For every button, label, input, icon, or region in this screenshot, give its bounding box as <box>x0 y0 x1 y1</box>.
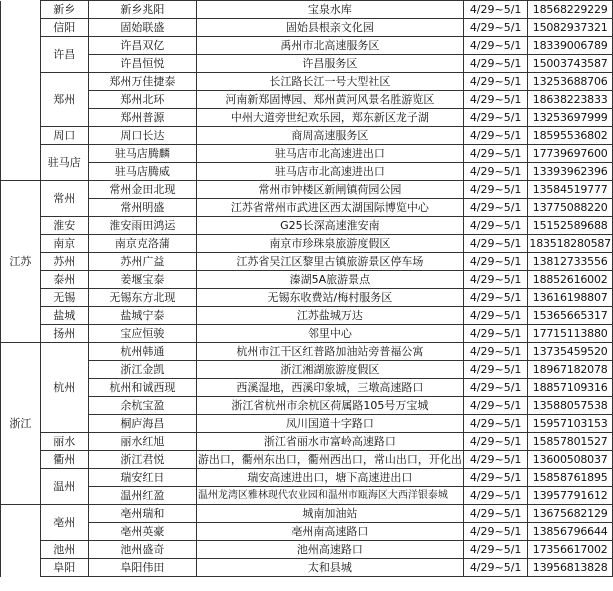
location-cell: 中州大道旁世纪欢乐园，郑东新区龙子湖 <box>196 109 463 127</box>
city-cell: 驻马店 <box>40 145 88 181</box>
table-row <box>1 415 613 433</box>
phone-cell: 13675682129 <box>528 505 613 523</box>
phone-cell: 15003743587 <box>528 55 613 73</box>
city-cell: 扬州 <box>40 325 88 343</box>
city-cell: 常州 <box>40 181 88 217</box>
location-cell: 温州龙湾区雅林现代农业园和温州市瓯海区大西洋银泰城 <box>196 487 463 505</box>
dealer-name-cell: 桐庐海昌 <box>88 415 196 433</box>
city-cell: 无锡 <box>40 289 88 307</box>
table-row <box>1 55 613 73</box>
phone-cell: 13856796644 <box>528 523 613 541</box>
dealer-name-cell: 温州红盈 <box>88 487 196 505</box>
location-cell: 邻里中心 <box>196 325 463 343</box>
phone-cell: 13812733556 <box>528 253 613 271</box>
date-cell: 4/29~5/1 <box>463 451 527 469</box>
location-cell: 长江路长江一号大型社区 <box>196 73 463 91</box>
date-cell: 4/29~5/1 <box>463 325 527 343</box>
dealer-name-cell: 许昌双亿 <box>88 37 196 55</box>
date-cell: 4/29~5/1 <box>463 19 527 37</box>
location-cell: G25长深高速淮安南 <box>196 217 463 235</box>
date-cell: 4/29~5/1 <box>463 109 527 127</box>
province-cell: 浙江 <box>1 343 41 505</box>
dealer-name-cell: 淮安雨田鸿运 <box>88 217 196 235</box>
dealer-name-cell: 浙江金凯 <box>88 361 196 379</box>
table-row <box>1 217 613 235</box>
table-row <box>1 163 613 181</box>
city-cell: 衢州 <box>40 451 88 469</box>
table-row <box>1 379 613 397</box>
table-row <box>1 271 613 289</box>
table-row <box>1 505 613 523</box>
table-row <box>1 307 613 325</box>
date-cell: 4/29~5/1 <box>463 271 527 289</box>
phone-cell: 13616198807 <box>528 289 613 307</box>
dealer-name-cell: 新乡兆阳 <box>88 1 196 19</box>
table-row <box>1 109 613 127</box>
table-row <box>1 343 613 361</box>
dealer-name-cell: 无锡东方北现 <box>88 289 196 307</box>
dealer-name-cell: 浙江君悦 <box>88 451 196 469</box>
phone-cell: 13600508037 <box>528 451 613 469</box>
province-cell: 江苏 <box>1 181 41 343</box>
city-cell: 泰州 <box>40 271 88 289</box>
date-cell: 4/29~5/1 <box>463 163 527 181</box>
city-cell: 苏州 <box>40 253 88 271</box>
date-cell: 4/29~5/1 <box>463 469 527 487</box>
phone-cell: 17715113880 <box>528 325 613 343</box>
dealer-name-cell: 余杭宝盈 <box>88 397 196 415</box>
phone-cell: 13957791612 <box>528 487 613 505</box>
dealer-name-cell: 郑州万佳捷泰 <box>88 73 196 91</box>
province-cell <box>1 505 41 577</box>
table-row <box>1 397 613 415</box>
table-row <box>1 253 613 271</box>
city-cell: 淮安 <box>40 217 88 235</box>
location-cell: 凤川国道十字路口 <box>196 415 463 433</box>
date-cell: 4/29~5/1 <box>463 361 527 379</box>
dealer-name-cell: 南京克洛蒲 <box>88 235 196 253</box>
table-row <box>1 1 613 19</box>
dealer-name-cell: 常州金田北现 <box>88 181 196 199</box>
table-row <box>1 127 613 145</box>
location-cell: 亳州南高速路口 <box>196 523 463 541</box>
date-cell: 4/29~5/1 <box>463 559 527 577</box>
location-cell: 瑞安高速进出口，塘下高速进出口 <box>196 469 463 487</box>
city-cell: 池州 <box>40 541 88 559</box>
city-cell: 盐城 <box>40 307 88 325</box>
phone-cell: 13588057538 <box>528 397 613 415</box>
dealer-name-cell: 阜阳伟田 <box>88 559 196 577</box>
date-cell: 4/29~5/1 <box>463 1 527 19</box>
date-cell: 4/29~5/1 <box>463 433 527 451</box>
location-cell: 浙江省丽水市富岭高速路口 <box>196 433 463 451</box>
table-row <box>1 451 613 469</box>
location-cell: 驻马店市北高速进出口 <box>196 145 463 163</box>
date-cell: 4/29~5/1 <box>463 523 527 541</box>
location-cell: 江苏省吴江区黎里古镇旅游景区停车场 <box>196 253 463 271</box>
phone-cell: 13584519777 <box>528 181 613 199</box>
date-cell: 4/29~5/1 <box>463 55 527 73</box>
dealer-name-cell: 杭州和诚西现 <box>88 379 196 397</box>
table-row <box>1 541 613 559</box>
phone-cell: 13253697999 <box>528 109 613 127</box>
city-cell: 许昌 <box>40 37 88 73</box>
location-cell: 游出口，衢州东出口，衢州西出口，常山出口，开化出 <box>196 451 463 469</box>
phone-cell: 18595536802 <box>528 127 613 145</box>
phone-cell: 15957103153 <box>528 415 613 433</box>
phone-cell: 17356617002 <box>528 541 613 559</box>
city-cell: 丽水 <box>40 433 88 451</box>
table-row <box>1 181 613 199</box>
location-cell: 池州高速路口 <box>196 541 463 559</box>
date-cell: 4/29~5/1 <box>463 217 527 235</box>
date-cell: 4/29~5/1 <box>463 181 527 199</box>
location-cell: 江苏省常州市武进区西太湖国际博览中心 <box>196 199 463 217</box>
phone-cell: 18568229229 <box>528 1 613 19</box>
phone-cell: 15152589688 <box>528 217 613 235</box>
dealer-name-cell: 宝应恒骏 <box>88 325 196 343</box>
date-cell: 4/29~5/1 <box>463 37 527 55</box>
phone-cell: 17739697600 <box>528 145 613 163</box>
table-row <box>1 523 613 541</box>
city-cell: 新乡 <box>40 1 88 19</box>
date-cell: 4/29~5/1 <box>463 289 527 307</box>
location-cell: 太和县城 <box>196 559 463 577</box>
location-cell: 商周高速服务区 <box>196 127 463 145</box>
phone-cell: 13956813828 <box>528 559 613 577</box>
location-cell: 常州市钟楼区新闸镇荷园公园 <box>196 181 463 199</box>
table-row <box>1 199 613 217</box>
phone-cell: 18852616002 <box>528 271 613 289</box>
dealer-name-cell: 周口长达 <box>88 127 196 145</box>
phone-cell: 18638223833 <box>528 91 613 109</box>
date-cell: 4/29~5/1 <box>463 199 527 217</box>
city-cell: 郑州 <box>40 73 88 127</box>
location-cell: 固始县根亲文化园 <box>196 19 463 37</box>
dealer-name-cell: 固始联盛 <box>88 19 196 37</box>
location-cell: 浙江湘湖旅游度假区 <box>196 361 463 379</box>
dealer-name-cell: 驻马店腾威 <box>88 163 196 181</box>
dealer-name-cell: 亳州英豪 <box>88 523 196 541</box>
table-row <box>1 559 613 577</box>
phone-cell: 15857801527 <box>528 433 613 451</box>
location-cell: 河南新郑固博园、郑州黄河风景名胜游览区 <box>196 91 463 109</box>
date-cell: 4/29~5/1 <box>463 343 527 361</box>
date-cell: 4/29~5/1 <box>463 397 527 415</box>
phone-cell: 18967182078 <box>528 361 613 379</box>
date-cell: 4/29~5/1 <box>463 487 527 505</box>
phone-cell: 13775088220 <box>528 199 613 217</box>
location-cell: 溱湖5A旅游景点 <box>196 271 463 289</box>
table-row <box>1 91 613 109</box>
dealer-name-cell: 郑州北环 <box>88 91 196 109</box>
date-cell: 4/29~5/1 <box>463 91 527 109</box>
dealer-name-cell: 驻马店腾麟 <box>88 145 196 163</box>
table-row <box>1 19 613 37</box>
city-cell: 阜阳 <box>40 559 88 577</box>
province-cell <box>1 1 41 181</box>
phone-cell: 13393962396 <box>528 163 613 181</box>
city-cell: 南京 <box>40 235 88 253</box>
date-cell: 4/29~5/1 <box>463 307 527 325</box>
dealer-name-cell: 亳州瑞和 <box>88 505 196 523</box>
location-cell: 江苏盐城万达 <box>196 307 463 325</box>
table-row <box>1 37 613 55</box>
dealer-name-cell: 池州盛奇 <box>88 541 196 559</box>
table-row <box>1 361 613 379</box>
location-cell: 宝泉水库 <box>196 1 463 19</box>
dealer-name-cell: 许昌恒悦 <box>88 55 196 73</box>
table-row <box>1 433 613 451</box>
dealer-name-cell: 苏州广益 <box>88 253 196 271</box>
city-cell: 信阳 <box>40 19 88 37</box>
phone-cell: 18857109316 <box>528 379 613 397</box>
dealer-name-cell: 姜堰宝泰 <box>88 271 196 289</box>
table-row <box>1 469 613 487</box>
phone-cell: 15365665317 <box>528 307 613 325</box>
table-row <box>1 289 613 307</box>
city-cell: 温州 <box>40 469 88 505</box>
location-cell: 许昌服务区 <box>196 55 463 73</box>
table-row <box>1 73 613 91</box>
dealer-name-cell: 盐城宁泰 <box>88 307 196 325</box>
location-cell: 驻马店市北高速进出口 <box>196 163 463 181</box>
location-cell: 杭州市江干区红普路加油站旁普福公寓 <box>196 343 463 361</box>
date-cell: 4/29~5/1 <box>463 127 527 145</box>
location-cell: 南京市珍珠泉旅游度假区 <box>196 235 463 253</box>
dealer-name-cell: 常州明盛 <box>88 199 196 217</box>
phone-cell: 15858761895 <box>528 469 613 487</box>
phone-cell: 13253688706 <box>528 73 613 91</box>
phone-cell: 18339006789 <box>528 37 613 55</box>
location-cell: 禹州市北高速服务区 <box>196 37 463 55</box>
phone-cell: 13735459520 <box>528 343 613 361</box>
location-cell: 城南加油站 <box>196 505 463 523</box>
date-cell: 4/29~5/1 <box>463 253 527 271</box>
table-row <box>1 325 613 343</box>
date-cell: 4/29~5/1 <box>463 73 527 91</box>
date-cell: 4/29~5/1 <box>463 235 527 253</box>
date-cell: 4/29~5/1 <box>463 505 527 523</box>
table-row <box>1 235 613 253</box>
date-cell: 4/29~5/1 <box>463 541 527 559</box>
date-cell: 4/29~5/1 <box>463 415 527 433</box>
location-cell: 浙江省杭州市余杭区荷属路105号万宝城 <box>196 397 463 415</box>
date-cell: 4/29~5/1 <box>463 145 527 163</box>
location-cell: 无锡东收费站/梅村服务区 <box>196 289 463 307</box>
phone-cell: 183518280587 <box>528 235 613 253</box>
dealer-name-cell: 杭州韩通 <box>88 343 196 361</box>
location-cell: 西溪湿地，西溪印象城，三墩高速路口 <box>196 379 463 397</box>
dealer-name-cell: 郑州普源 <box>88 109 196 127</box>
table-row <box>1 145 613 163</box>
dealer-name-cell: 丽水红旭 <box>88 433 196 451</box>
table-row <box>1 487 613 505</box>
dealer-name-cell: 瑞安红日 <box>88 469 196 487</box>
city-cell: 杭州 <box>40 343 88 433</box>
city-cell: 周口 <box>40 127 88 145</box>
city-cell: 亳州 <box>40 505 88 541</box>
phone-cell: 15082937321 <box>528 19 613 37</box>
date-cell: 4/29~5/1 <box>463 379 527 397</box>
